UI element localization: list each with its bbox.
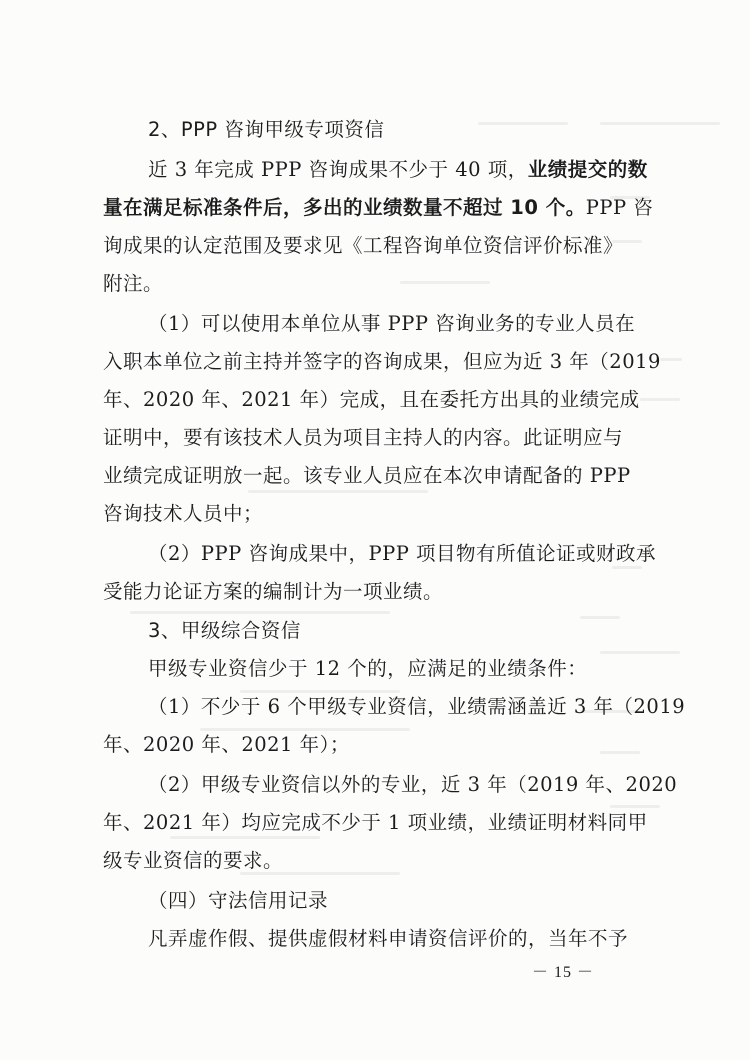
text-line: （1）不少于 6 个甲级专业资信，业绩需涵盖近 3 年（2019 bbox=[148, 695, 686, 718]
bleed-through-mark bbox=[400, 281, 490, 284]
text-line: （2）甲级专业资信以外的专业，近 3 年（2019 年、2020 bbox=[148, 773, 678, 796]
bleed-through-mark bbox=[600, 122, 720, 125]
bleed-through-mark bbox=[600, 751, 640, 754]
text-line: 证明中，要有该技术人员为项目主持人的内容。此证明应与 bbox=[103, 426, 624, 449]
bleed-through-mark bbox=[478, 122, 568, 125]
text-line: 询成果的认定范围及要求见《工程咨询单位资信评价标准》 bbox=[103, 234, 624, 257]
text-line: 甲级专业资信少于 12 个的，应满足的业绩条件： bbox=[148, 657, 588, 680]
text-line: 咨询技术人员中； bbox=[103, 502, 264, 525]
bleed-through-mark bbox=[640, 398, 680, 401]
text-segment: PPP 咨 bbox=[585, 196, 654, 219]
text-line bbox=[148, 155, 648, 185]
section-heading: 3、甲级综合资信 bbox=[148, 619, 301, 642]
bleed-through-mark bbox=[600, 651, 680, 654]
bold-text-segment: 量在满足标准条件后，多出的业绩数量不超过 10 个。 bbox=[103, 196, 586, 219]
bleed-through-mark bbox=[580, 616, 620, 619]
text-line: 附注。 bbox=[103, 272, 164, 295]
text-segment: 近 3 年完成 PPP 咨询成果不少于 40 项， bbox=[148, 158, 528, 181]
text-line bbox=[103, 193, 653, 223]
section-heading: （四）守法信用记录 bbox=[148, 889, 329, 912]
page-number: － 15 － bbox=[532, 964, 595, 981]
text-line: 年、2020 年、2021 年）； bbox=[103, 733, 350, 756]
section-heading: 2、PPP 咨询甲级专项资信 bbox=[148, 118, 385, 141]
text-line: 级专业资信的要求。 bbox=[103, 849, 284, 872]
bold-text-segment: 业绩提交的数 bbox=[527, 158, 648, 181]
text-line: 受能力论证方案的编制计为一项业绩。 bbox=[103, 580, 444, 603]
text-line: 入职本单位之前主持并签字的咨询成果，但应为近 3 年（2019 bbox=[103, 350, 661, 373]
bleed-through-mark bbox=[130, 611, 390, 614]
text-line: 年、2021 年）均应完成不少于 1 项业绩，业绩证明材料同甲 bbox=[103, 811, 648, 834]
text-line: 凡弄虚作假、提供虚假材料申请资信评价的，当年不予 bbox=[148, 927, 629, 950]
text-line: 年、2020 年、2021 年）完成，且在委托方出具的业绩完成 bbox=[103, 388, 640, 411]
text-line: （1）可以使用本单位从事 PPP 咨询业务的专业人员在 bbox=[148, 312, 636, 335]
bleed-through-mark bbox=[660, 358, 682, 361]
text-line: （2）PPP 咨询成果中，PPP 项目物有所值论证或财政承 bbox=[148, 542, 657, 565]
text-line: 业绩完成证明放一起。该专业人员应在本次申请配备的 PPP bbox=[103, 464, 631, 487]
